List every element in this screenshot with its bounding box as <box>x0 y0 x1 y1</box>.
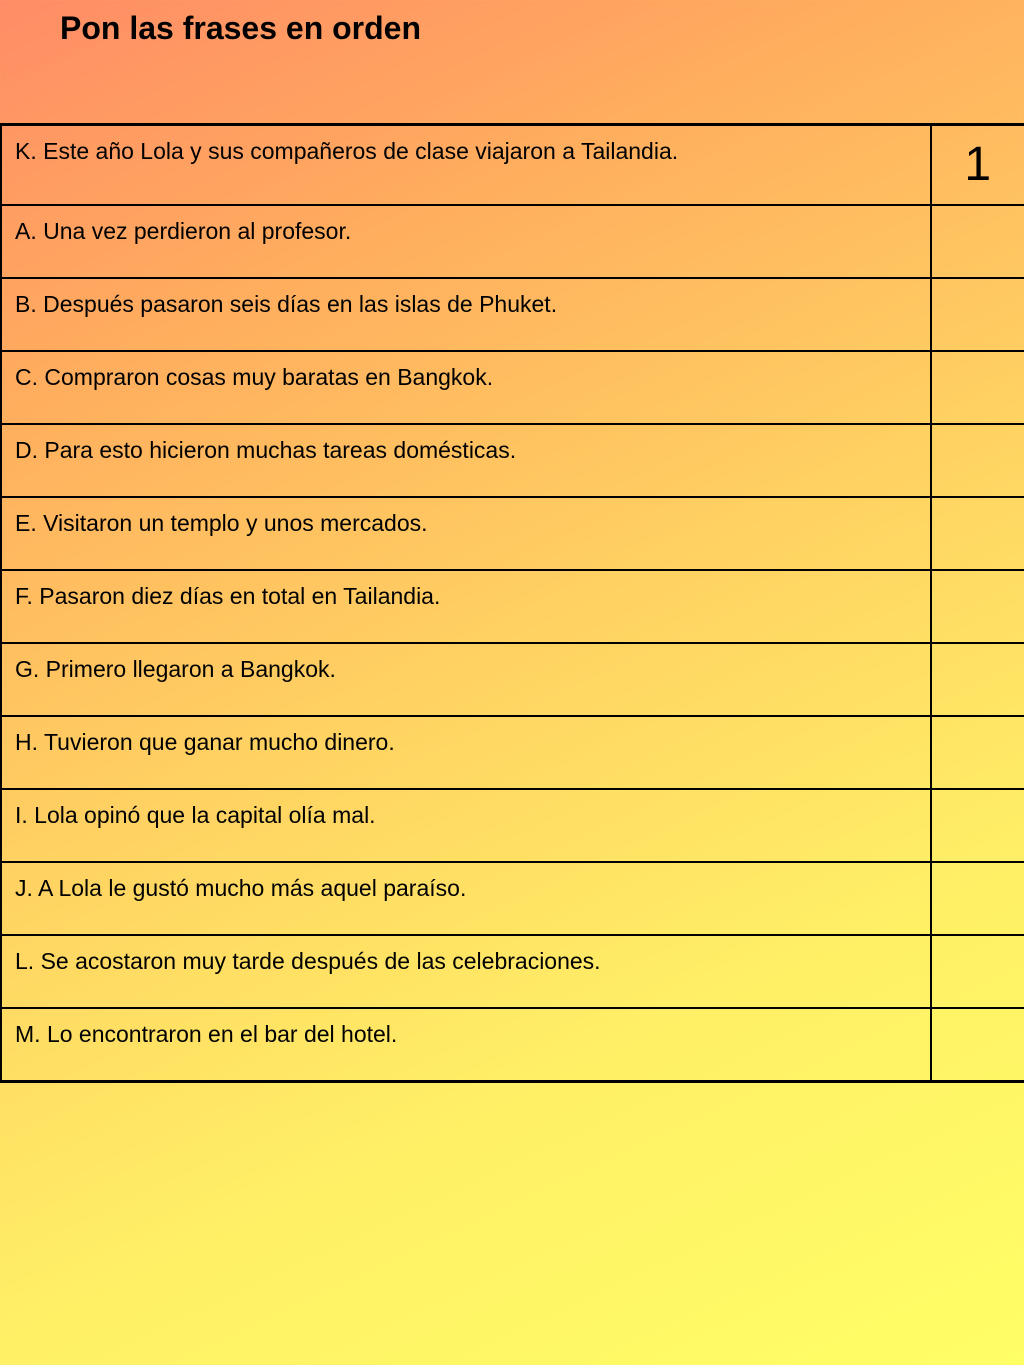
table-row <box>1 1008 1024 1081</box>
order-number-cell[interactable] <box>931 278 1024 351</box>
order-number-cell[interactable] <box>931 497 1024 570</box>
order-number-cell[interactable] <box>931 351 1024 424</box>
table-row <box>1 789 1024 862</box>
table-row <box>1 643 1024 716</box>
sentence-cell: E. Visitaron un templo y unos mercados. <box>1 497 931 570</box>
order-number-cell[interactable] <box>931 643 1024 716</box>
table-row <box>1 497 1024 570</box>
table-row <box>1 125 1024 206</box>
order-number-cell[interactable] <box>931 862 1024 935</box>
sentence-cell: F. Pasaron diez días en total en Tailandia. <box>1 570 931 643</box>
page-title: Pon las frases en orden <box>60 10 422 46</box>
order-number-cell[interactable] <box>931 716 1024 789</box>
order-number-cell[interactable] <box>931 1008 1024 1081</box>
sentence-cell: M. Lo encontraron en el bar del hotel. <box>1 1008 931 1081</box>
table-row <box>1 935 1024 1008</box>
sentence-order-table <box>0 123 1024 1083</box>
order-number-cell[interactable] <box>931 424 1024 497</box>
table-row <box>1 205 1024 278</box>
table-row <box>1 351 1024 424</box>
sentence-cell: K. Este año Lola y sus compañeros de clase viajaron a Tailandia. <box>1 125 931 206</box>
sentence-cell: D. Para esto hicieron muchas tareas domésticas. <box>1 424 931 497</box>
sentence-cell: G. Primero llegaron a Bangkok. <box>1 643 931 716</box>
sentence-cell: I. Lola opinó que la capital olía mal. <box>1 789 931 862</box>
sentence-cell: L. Se acostaron muy tarde después de las celebraciones. <box>1 935 931 1008</box>
sentence-cell: C. Compraron cosas muy baratas en Bangkok. <box>1 351 931 424</box>
sentence-cell: J. A Lola le gustó mucho más aquel paraíso. <box>1 862 931 935</box>
table-row <box>1 424 1024 497</box>
table-row <box>1 862 1024 935</box>
sentence-cell: A. Una vez perdieron al profesor. <box>1 205 931 278</box>
sentence-cell: B. Después pasaron seis días en las islas de Phuket. <box>1 278 931 351</box>
order-number-cell[interactable] <box>931 570 1024 643</box>
order-number-cell[interactable]: 1 <box>931 125 1024 206</box>
table-row <box>1 716 1024 789</box>
order-number-cell[interactable] <box>931 935 1024 1008</box>
order-number-cell[interactable] <box>931 789 1024 862</box>
sentence-cell: H. Tuvieron que ganar mucho dinero. <box>1 716 931 789</box>
table-row <box>1 570 1024 643</box>
order-number-cell[interactable] <box>931 205 1024 278</box>
table-row <box>1 278 1024 351</box>
